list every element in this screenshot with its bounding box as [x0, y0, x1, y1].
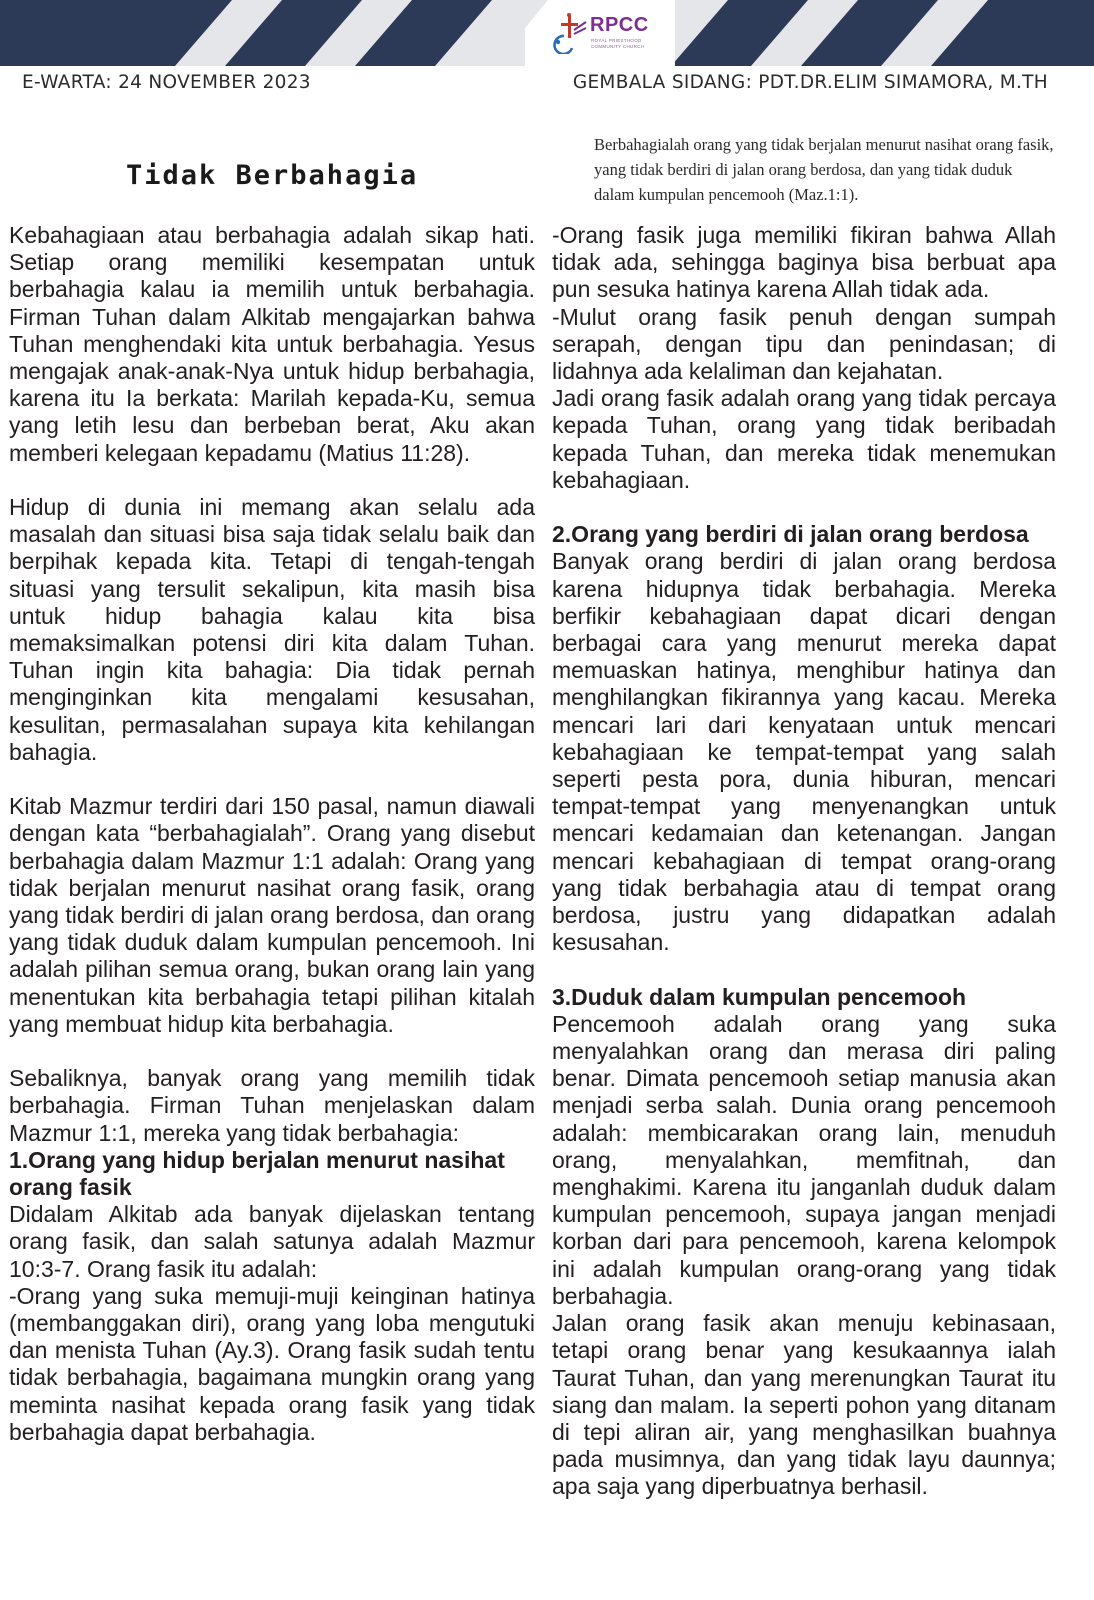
- paragraph: Sebaliknya, banyak orang yang memilih tidak berbahagia. Firman Tuhan menjelaskan dalam Mazmur 1:1, mereka yang tidak berbahagia:: [9, 1065, 535, 1146]
- church-logo: [550, 12, 660, 54]
- logo-wordmark: RPCC: [590, 14, 649, 36]
- paragraph: -Orang fasik juga memiliki fikiran bahwa Allah tidak ada, sehingga baginya bisa berbuat apa pun sesuka hatinya karena Allah tidak ada.: [552, 222, 1056, 303]
- section-heading: 3.Duduk dalam kumpulan pencemooh: [552, 983, 967, 1010]
- logo-subtext: ROYAL PRIESTHOOD COMMUNITY CHURCH: [591, 38, 645, 49]
- cross-logo-icon: [550, 12, 588, 54]
- banner-stripes: [0, 0, 1094, 66]
- article-title: Tidak Berbahagia: [126, 160, 419, 191]
- paragraph: Didalam Alkitab ada banyak dijelaskan tentang orang fasik, dan salah satunya adalah Mazmur 10:3-7. Orang fasik itu adalah:: [9, 1201, 535, 1282]
- paragraph: Kitab Mazmur terdiri dari 150 pasal, namun diawali dengan kata “berbahagialah”. Orang yang disebut berbahagia dalam Mazmur 1:1 adalah: Orang yang tidak berjalan menurut nasihat orang fasik, orang yang tidak berdiri di jalan orang berdosa, dan orang yang tidak duduk dalam kumpulan pencemooh. Ini adalah pilihan semua orang, bukan orang lain yang menentukan kita berbahagia tetapi pilihan kitalah yang membuat hidup kita berbahagia.: [9, 793, 535, 1037]
- header-banner: [0, 0, 1094, 66]
- edition-date: E-WARTA: 24 NOVEMBER 2023: [22, 72, 311, 93]
- paragraph: Banyak orang berdiri di jalan orang berdosa karena hidupnya tidak berbahagia. Mereka berfikir kebahagiaan dapat dicari dengan berbagai cara yang menurut mereka dapat memuaskan hatinya, menghibur hatinya dan menghilangkan fikirannya yang kacau. Mereka mencari lari dari kenyataan untuk mencari kebahagiaan ke tempat-tempat yang salah seperti pesta pora, dunia hiburan, mencari tempat-tempat yang menyenangkan untuk mencari kedamaian dan ketenangan. Jangan mencari kebahagiaan di tempat orang-orang yang tidak berbahagia atau di tempat orang berdosa, justru yang didapatkan adalah kesusahan.: [552, 548, 1056, 956]
- article-column-left: [9, 222, 535, 1446]
- paragraph: Kebahagiaan atau berbahagia adalah sikap hati. Setiap orang memiliki kesempatan untuk berbahagia kalau ia memilih untuk berbahagia. Firman Tuhan dalam Alkitab mengajarkan bahwa Tuhan menghendaki kita untuk berbahagia. Yesus mengajak anak-anak-Nya untuk hidup berbahagia, karena itu Ia berkata: Marilah kepada-Ku, semua yang letih lesu dan berbeban berat, Aku akan memberi kelegaan kepadamu (Matius 11:28).: [9, 222, 535, 466]
- paragraph: -Mulut orang fasik penuh dengan sumpah serapah, dengan tipu dan penindasan; di lidahnya ada kelaliman dan kejahatan.: [552, 303, 1056, 385]
- section-heading: 2.Orang yang berdiri di jalan orang berdosa: [552, 521, 1029, 548]
- section-heading: 1.Orang yang hidup berjalan menurut nasihat orang fasik: [9, 1146, 505, 1201]
- paragraph: Pencemooh adalah orang yang suka menyalahkan orang dan merasa diri paling benar. Dimata pencemooh setiap manusia akan menjadi serba salah. Dunia orang pencemooh adalah: membicarakan orang lain, menuduh orang, menyalahkan, memfitnah, dan menghakimi. Karena itu janganlah duduk dalam kumpulan pencemooh, supaya jangan menjadi korban dari para pencemooh, karena kelompok ini adalah kumpulan orang-orang yang tidak berbahagia.: [552, 1010, 1056, 1309]
- scripture-quote: Berbahagialah orang yang tidak berjalan menurut nasihat orang fasik, yang tidak berdiri di jalan orang berdosa, dan yang tidak duduk dalam kumpulan pencemooh (Maz.1:1).: [594, 135, 1054, 204]
- paragraph: -Orang yang suka memuji-muji keinginan hatinya (membanggakan diri), orang yang loba mengutuki dan menista Tuhan (Ay.3). Orang fasik sudah tentu tidak berbahagia, bagaimana mungkin orang yang meminta nasihat kepada orang fasik yang tidak berbahagia dapat berbahagia.: [9, 1282, 535, 1445]
- paragraph: Hidup di dunia ini memang akan selalu ada masalah dan situasi bisa saja tidak selalu baik dan berpihak kepada kita. Tetapi di tengah-tengah situasi yang tersulit sekalipun, kita masih bisa untuk hidup bahagia kalau kita bisa memaksimalkan potensi diri kita dalam Tuhan. Tuhan ingin kita bahagia: Dia tidak pernah menginginkan kita mengalami kesusahan, kesulitan, permasalahan supaya kita kehilangan bahagia.: [9, 494, 535, 765]
- article-column-right: [552, 222, 1056, 1501]
- pastor-name: GEMBALA SIDANG: PDT.DR.ELIM SIMAMORA, M.TH: [572, 72, 1048, 93]
- paragraph: Jadi orang fasik adalah orang yang tidak percaya kepada Tuhan, orang yang tidak beribadah kepada Tuhan, dan mereka tidak menemukan kebahagiaan.: [552, 385, 1056, 493]
- paragraph: Jalan orang fasik akan menuju kebinasaan, tetapi orang benar yang kesukaannya ialah Taurat Tuhan, dan yang merenungkan Taurat itu siang dan malam. Ia seperti pohon yang ditanam di tepi aliran air, yang menghasilkan buahnya pada musimnya, dan yang tidak layu daunnya; apa saja yang diperbuatnya berhasil.: [552, 1310, 1056, 1500]
